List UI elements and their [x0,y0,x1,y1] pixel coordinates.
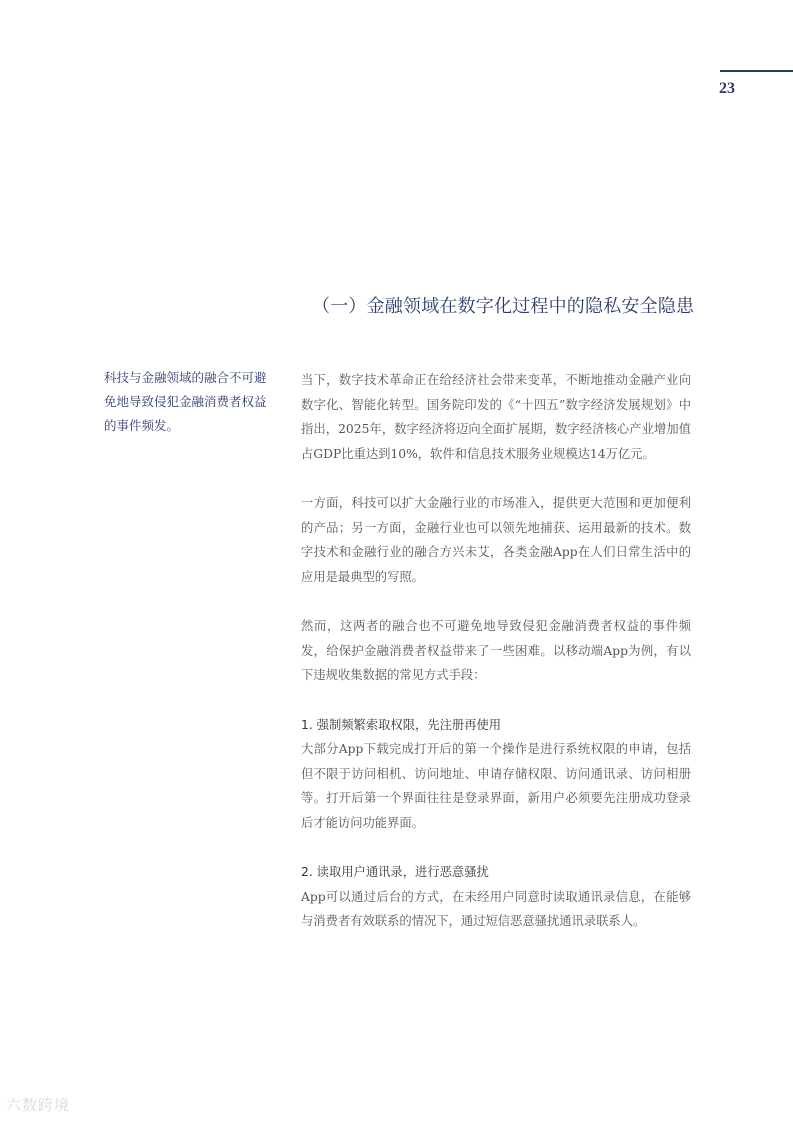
list-item [301,713,691,836]
paragraph: 一方面，科技可以扩大金融行业的市场准入，提供更大范围和更加便利的产品；另一方面，金融行业也可以领先地捕获、运用最新的技术。数字技术和金融行业的融合方兴未艾，各类金融App在人们日常生活中的应用是最典型的写照。 [301,496,691,584]
header-rule [720,70,793,72]
section-title: （一）金融领域在数字化过程中的隐私安全隐患 [312,296,695,317]
paragraph: 当下，数字技术革命正在给经济社会带来变革，不断地推动金融产业向数字化、智能化转型。国务院印发的《“十四五”数字经济发展规划》中指出，2025年，数字经济将迈向全面扩展期，数字经济核心产业增加值占GDP比重达到10%，软件和信息技术服务业规模达14万亿元。 [301,373,691,461]
body-text [301,368,691,959]
paragraph: 然而，这两者的融合也不可避免地导致侵犯金融消费者权益的事件频发，给保护金融消费者权益带来了一些困难。以移动端App为例，有以下违规收集数据的常见方式手段： [301,619,691,682]
list-item-text: App可以通过后台的方式，在未经用户同意时读取通讯录信息，在能够与消费者有效联系的情况下，通过短信恶意骚扰通讯录联系人。 [301,889,691,928]
list-item-heading: 2. 读取用户通讯录，进行恶意骚扰 [301,865,489,879]
list-item-text: 大部分App下载完成打开后的第一个操作是进行系统权限的申请，包括但不限于访问相机、访问地址、申请存储权限、访问通讯录、访问相册等。打开后第一个界面往往是登录界面，新用户必须要先注册成功登录后才能访问功能界面。 [301,742,691,830]
pull-quote: 科技与金融领域的融合不可避免地导致侵犯金融消费者权益的事件频发。 [104,370,267,433]
watermark-logo [6,1094,70,1115]
page-number: 23 [719,80,735,97]
watermark-text: 六数跨境 [6,1096,71,1114]
list-item [301,860,691,934]
list-item-heading: 1. 强制频繁索取权限，先注册再使用 [301,717,502,732]
